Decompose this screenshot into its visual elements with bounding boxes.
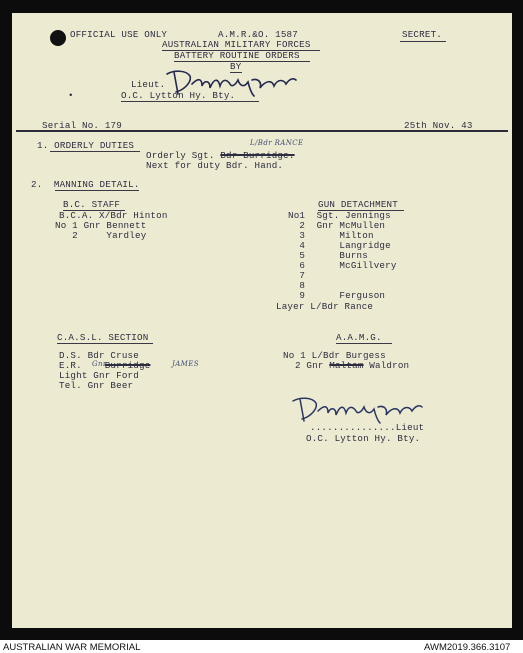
- orders-by: BY: [230, 61, 242, 72]
- title2-underline: [174, 61, 310, 62]
- orderly-duties-underline: [50, 151, 140, 152]
- aamg-line-2: [295, 361, 409, 371]
- footer-source: AUSTRALIAN WAR MEMORIAL: [3, 642, 141, 653]
- document-page: [12, 13, 512, 628]
- casl-tel-line: Tel. Gnr Beer: [59, 380, 134, 391]
- aamg-underline: [336, 343, 392, 344]
- bc-staff-heading: B.C. STAFF: [63, 199, 121, 210]
- bc-staff-line: No 1 Gnr Bennett: [55, 220, 147, 231]
- aamg-line2-suffix: Waldron: [363, 360, 410, 371]
- casl-er-handwritten: JAMES: [172, 360, 199, 368]
- lieut-label: Lieut.: [131, 79, 166, 90]
- gun-detachment-line: 4 Langridge: [288, 240, 391, 251]
- footer-reference: AWM2019.366.3107: [424, 642, 511, 653]
- signature-bottom: [288, 393, 428, 425]
- oc-underline: [121, 101, 259, 102]
- casl-er-prefix: E.R.: [59, 360, 88, 371]
- next-for-duty: Next for duty Bdr. Hand.: [146, 160, 284, 171]
- manning-detail-underline: [55, 190, 139, 191]
- gun-detachment-line: 3 Milton: [288, 230, 374, 241]
- orderly-handwritten: L/Bdr RANCE: [250, 139, 304, 147]
- orderly-duties-heading: 1. ORDERLY DUTIES: [37, 140, 135, 151]
- casl-ds-line: D.S. Bdr Cruse: [59, 350, 139, 361]
- oc-label: O.C. Lytton Hy. Bty.: [121, 90, 236, 101]
- gun-detachment-heading: GUN DETACHMENT: [318, 199, 398, 210]
- signature-dots-lieut: ...............Lieut: [310, 422, 425, 433]
- orderly-sgt-prefix: Orderly Sgt.: [146, 150, 221, 161]
- official-use-label: OFFICIAL USE ONLY: [70, 29, 168, 40]
- gun-detachment-line: 2 Gnr McMullen: [288, 220, 386, 231]
- orders-title-1: AUSTRALIAN MILITARY FORCES: [162, 39, 311, 50]
- gun-detachment-line: 8: [288, 280, 306, 291]
- signature-oc: O.C. Lytton Hy. Bty.: [306, 433, 421, 444]
- serial-number: Serial No. 179: [42, 120, 122, 131]
- aamg-line2-struck: Maltam: [329, 360, 364, 371]
- casl-light-line: Light Gnr Ford: [59, 370, 139, 381]
- gun-detachment-line: 7: [288, 270, 306, 281]
- orders-title-2: BATTERY ROUTINE ORDERS: [174, 50, 300, 61]
- gun-detachment-line: 9 Ferguson: [288, 290, 386, 301]
- gun-detachment-line: Layer L/Bdr Rance: [276, 301, 374, 312]
- secret-underline: [400, 41, 446, 42]
- casl-heading: C.A.S.L. SECTION: [57, 332, 149, 343]
- secret-label: SECRET.: [402, 29, 442, 40]
- order-date: 25th Nov. 43: [404, 120, 473, 131]
- bc-staff-line: 2 Yardley: [55, 230, 147, 241]
- gun-detachment-line: 5 Burns: [288, 250, 368, 261]
- manning-detail-heading: 2. MANNING DETAIL.: [31, 179, 140, 190]
- aamg-line2-prefix: 2 Gnr: [295, 360, 330, 371]
- amr-number: A.M.R.&O. 1587: [218, 29, 298, 40]
- orderly-struck-name: Bdr Burridge.: [220, 150, 295, 161]
- aamg-heading: A.A.M.G.: [336, 332, 382, 343]
- casl-underline: [57, 343, 153, 344]
- punch-hole: [50, 30, 66, 46]
- bullet-mark: •: [68, 90, 74, 101]
- signature-top: [162, 66, 302, 98]
- bc-staff-line: B.C.A. X/Bdr Hinton: [59, 210, 168, 221]
- casl-er-handwritten-gnr: Gnr: [92, 360, 107, 368]
- casl-er-struck: Burridge: [104, 360, 151, 371]
- gun-detachment-line: No1 Sgt. Jennings: [288, 210, 391, 221]
- aamg-line-1: No 1 L/Bdr Burgess: [283, 350, 386, 361]
- gun-detachment-line: 6 McGillvery: [288, 260, 397, 271]
